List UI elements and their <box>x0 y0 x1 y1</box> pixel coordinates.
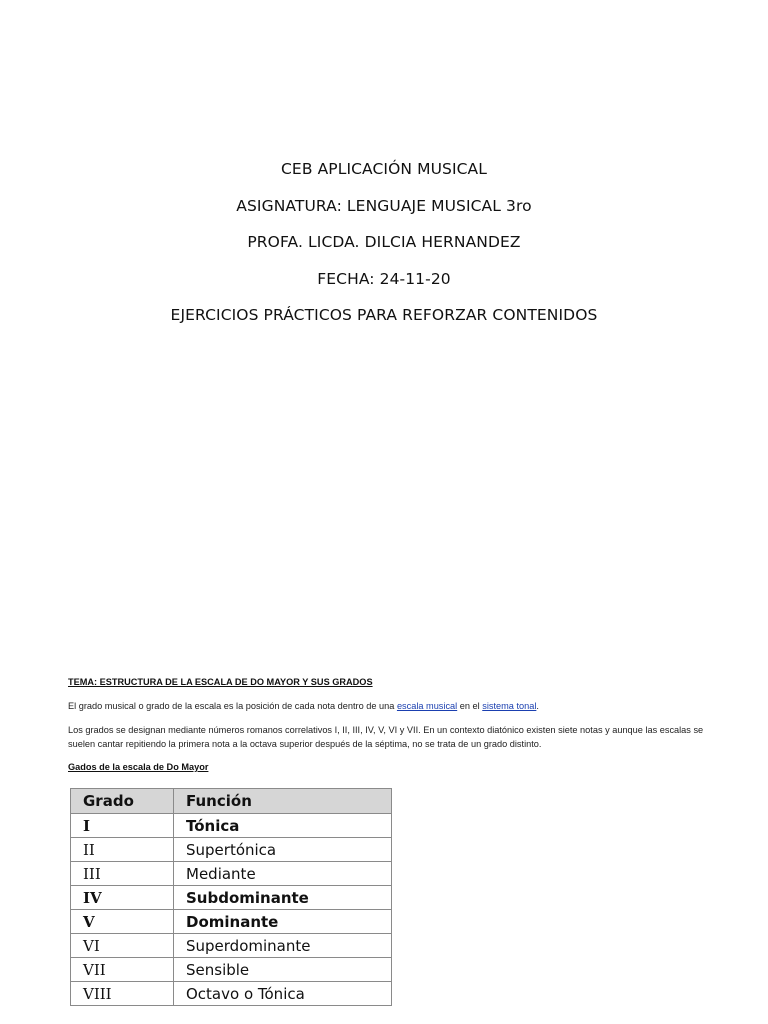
funcion-cell: Subdominante <box>174 886 392 910</box>
funcion-cell: Supertónica <box>174 838 392 862</box>
definition-paragraph <box>68 700 708 714</box>
grado-cell: VI <box>71 934 174 958</box>
document-header <box>0 155 768 338</box>
table-row <box>71 934 392 958</box>
date-line: FECHA: 24-11-20 <box>317 269 451 288</box>
sistema-tonal-link[interactable]: sistema tonal <box>482 701 537 711</box>
paragraph-text-middle: en el <box>457 701 483 711</box>
funcion-cell: Dominante <box>174 910 392 934</box>
table-row <box>71 982 392 1006</box>
table-row <box>71 886 392 910</box>
table-row <box>71 814 392 838</box>
table-row <box>71 862 392 886</box>
funcion-cell: Octavo o Tónica <box>174 982 392 1006</box>
grado-cell: VII <box>71 958 174 982</box>
funcion-cell: Sensible <box>174 958 392 982</box>
table-title: Gados de la escala de Do Mayor <box>68 762 209 772</box>
topic-heading: TEMA: ESTRUCTURA DE LA ESCALA DE DO MAYOR Y SUS GRADOS <box>68 677 373 687</box>
table-row <box>71 910 392 934</box>
grado-cell: III <box>71 862 174 886</box>
escala-musical-link[interactable]: escala musical <box>396 701 458 711</box>
paragraph-text-after: . <box>536 701 539 711</box>
grado-cell: V <box>71 910 174 934</box>
table-row <box>71 958 392 982</box>
subject-line: ASIGNATURA: LENGUAJE MUSICAL 3ro <box>236 196 532 215</box>
funcion-cell: Superdominante <box>174 934 392 958</box>
teacher-line: PROFA. LICDA. DILCIA HERNANDEZ <box>247 233 521 251</box>
grado-column-header: Grado <box>71 789 174 814</box>
grades-table <box>70 788 392 1006</box>
funcion-column-header: Función <box>174 789 392 814</box>
table-row <box>71 838 392 862</box>
school-name: CEB APLICACIÓN MUSICAL <box>281 160 487 178</box>
table-header-row <box>71 789 392 814</box>
grado-cell: I <box>71 814 174 838</box>
funcion-cell: Mediante <box>174 862 392 886</box>
funcion-cell: Tónica <box>174 814 392 838</box>
grado-cell: VIII <box>71 982 174 1006</box>
exercise-title: EJERCICIOS PRÁCTICOS PARA REFORZAR CONTENIDOS <box>170 306 598 324</box>
grado-cell: II <box>71 838 174 862</box>
grado-cell: IV <box>71 886 174 910</box>
grades-paragraph: Los grados se designan mediante números romanos correlativos I, II, III, IV, V, VI y VII. En un contexto diatónico existen siete notas y aunque las escalas se suelen cantar repitiendo la primera nota a la octava superior después de la séptima, no se trata de un grado distinto. <box>68 725 704 749</box>
paragraph-text-before: El grado musical o grado de la escala es la posición de cada nota dentro de una <box>68 701 397 711</box>
